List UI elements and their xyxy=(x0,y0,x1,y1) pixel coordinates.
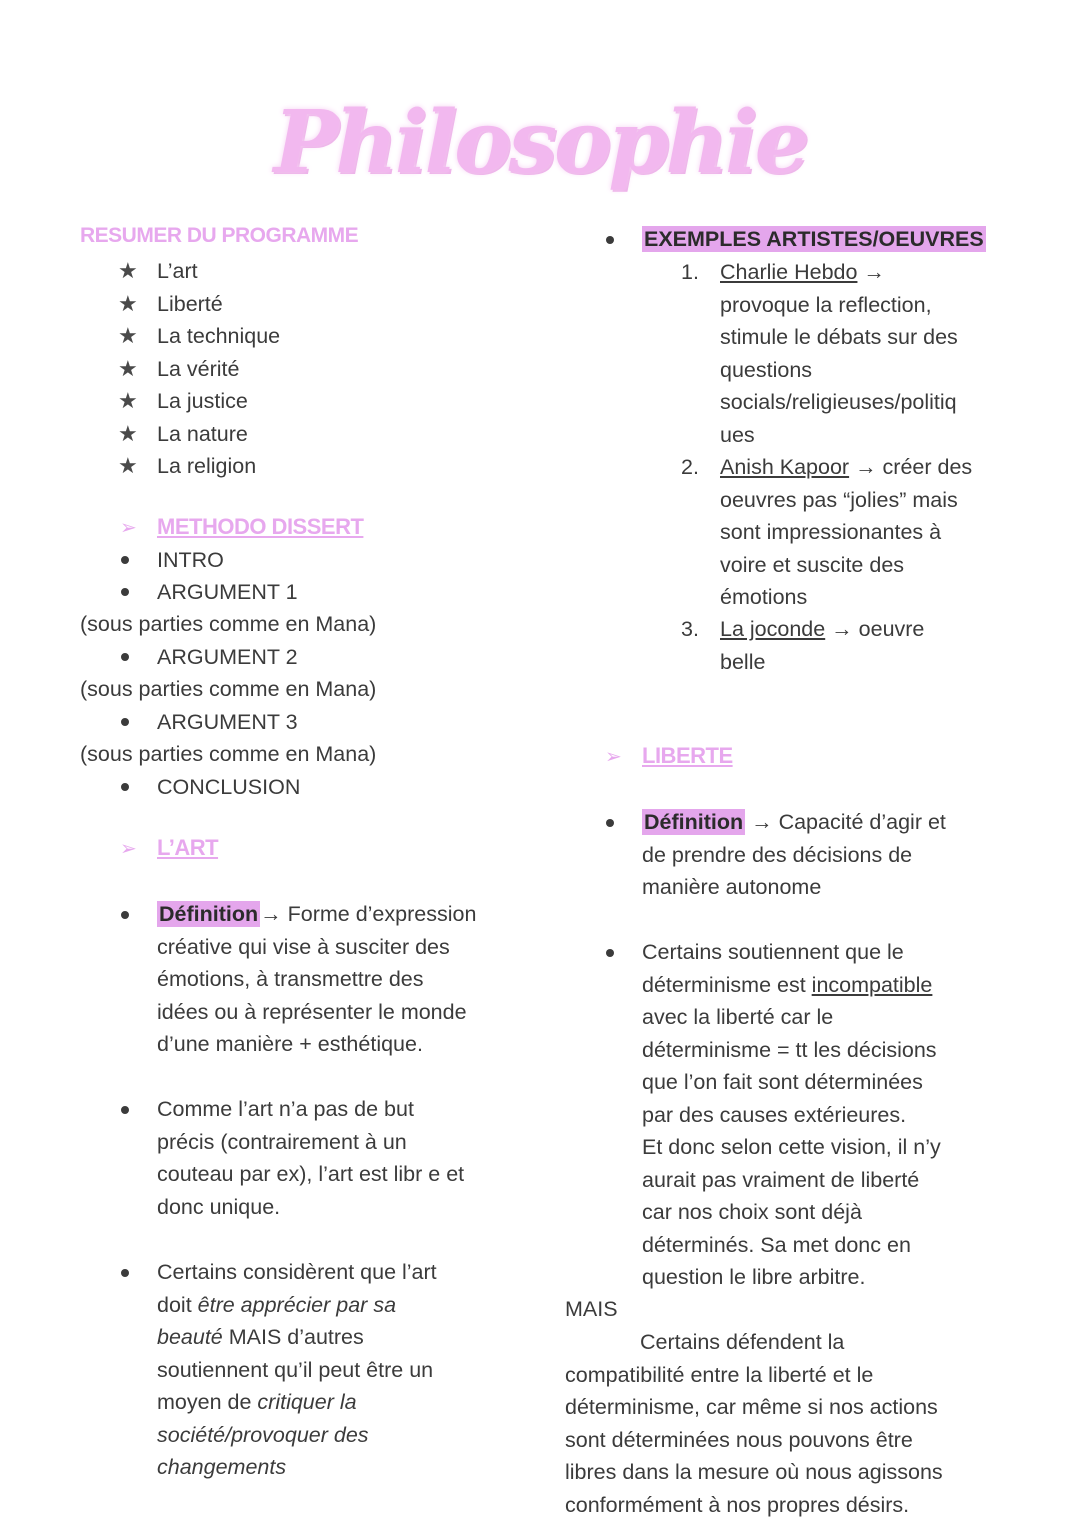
list-number: 2. xyxy=(681,455,699,479)
bullet-icon xyxy=(606,949,614,957)
mais-label: MAIS xyxy=(565,1297,618,1321)
example-item: Charlie Hebdo → provoque la reflection, stimule le débats sur des questions socials/religieuses/politiq ues xyxy=(720,260,958,447)
bullet-icon xyxy=(606,819,614,827)
art-point-3: Certains considèrent que l’art doit être apprécier par sa beauté MAIS d’autres soutiennent qu’il peut être un moyen de critiquer la société/provoquer des changements xyxy=(157,1260,437,1479)
example-item: La joconde → oeuvre belle xyxy=(720,617,925,674)
bullet-icon xyxy=(121,588,129,596)
star-icon: ★ xyxy=(118,421,138,446)
liberte-point-2: Certains soutiennent que le déterminisme est incompatible avec la liberté car le déterminisme = tt les décisions que l’on fait sont déterminées par des causes extérieures. Et donc selon cette vision, il n’y aurait pas vraiment de liberté car nos choix sont déjà déterminés. Sa met donc en question le libre arbitre. xyxy=(642,940,941,1289)
bullet-icon xyxy=(121,556,129,564)
liberte-closing: Certains défendent la compatibilité entre la liberté et le déterminisme, car même si nos actions sont déterminées nous pouvons être libres dans la mesure où nous agissons conformément à nos propres désirs. xyxy=(565,1330,943,1517)
methodo-conclusion: CONCLUSION xyxy=(157,775,301,799)
methodo-sous-parties: (sous parties comme en Mana) xyxy=(80,677,377,701)
bullet-icon xyxy=(121,1106,129,1114)
star-icon: ★ xyxy=(118,356,138,381)
programme-item: La justice xyxy=(157,389,248,413)
example-item: Anish Kapoor → créer des oeuvres pas “jolies” mais sont impressionantes à voire et suscite des émotions xyxy=(720,455,973,609)
example-name: Charlie Hebdo xyxy=(720,260,858,284)
liberte-definition: Définition → Capacité d’agir et de prendre des décisions de manière autonome xyxy=(642,810,946,899)
methodo-arg3: ARGUMENT 3 xyxy=(157,710,298,734)
programme-item: La nature xyxy=(157,422,248,446)
programme-item: La vérité xyxy=(157,357,240,381)
bullet-icon xyxy=(121,718,129,726)
example-name: La joconde xyxy=(720,617,826,641)
bullet-icon xyxy=(121,911,129,919)
methodo-sous-parties: (sous parties comme en Mana) xyxy=(80,612,377,636)
programme-item: La technique xyxy=(157,324,281,348)
liberte-heading: LIBERTE xyxy=(642,743,733,768)
star-icon: ★ xyxy=(118,291,138,316)
list-number: 1. xyxy=(681,260,699,284)
programme-item: Liberté xyxy=(157,292,223,316)
star-icon: ★ xyxy=(118,323,138,348)
bullet-icon xyxy=(121,783,129,791)
art-definition: Définition→ Forme d’expression créative qui vise à susciter des émotions, à transmettre des idées ou à représenter le monde d’une manière + esthétique. xyxy=(157,902,477,1056)
definition-label: Définition xyxy=(644,810,744,834)
bullet-icon xyxy=(606,236,614,244)
arrow-icon: ➢ xyxy=(120,517,137,539)
star-icon: ★ xyxy=(118,388,138,413)
definition-label: Définition xyxy=(159,902,259,926)
exemples-heading: EXEMPLES ARTISTES/OEUVRES xyxy=(644,227,984,251)
art-point-2: Comme l’art n’a pas de but précis (contrairement à un couteau par ex), l’art est libr e et donc unique. xyxy=(157,1097,465,1219)
bullet-icon xyxy=(121,1269,129,1277)
list-number: 3. xyxy=(681,617,699,641)
page-title: Philosophie xyxy=(273,92,807,193)
arrow-icon: ➢ xyxy=(120,838,137,860)
methodo-intro: INTRO xyxy=(157,548,224,572)
star-icon: ★ xyxy=(118,258,138,283)
bullet-icon xyxy=(121,653,129,661)
methodo-arg1: ARGUMENT 1 xyxy=(157,580,298,604)
art-heading: L’ART xyxy=(157,835,219,860)
programme-heading: RESUMER DU PROGRAMME xyxy=(80,224,359,247)
arrow-icon: ➢ xyxy=(605,746,622,768)
star-icon: ★ xyxy=(118,453,138,478)
programme-item: L’art xyxy=(157,259,198,283)
example-name: Anish Kapoor xyxy=(720,455,850,479)
programme-item: La religion xyxy=(157,454,257,478)
methodo-sous-parties: (sous parties comme en Mana) xyxy=(80,742,377,766)
methodo-arg2: ARGUMENT 2 xyxy=(157,645,298,669)
methodo-heading: METHODO DISSERT xyxy=(157,514,364,539)
